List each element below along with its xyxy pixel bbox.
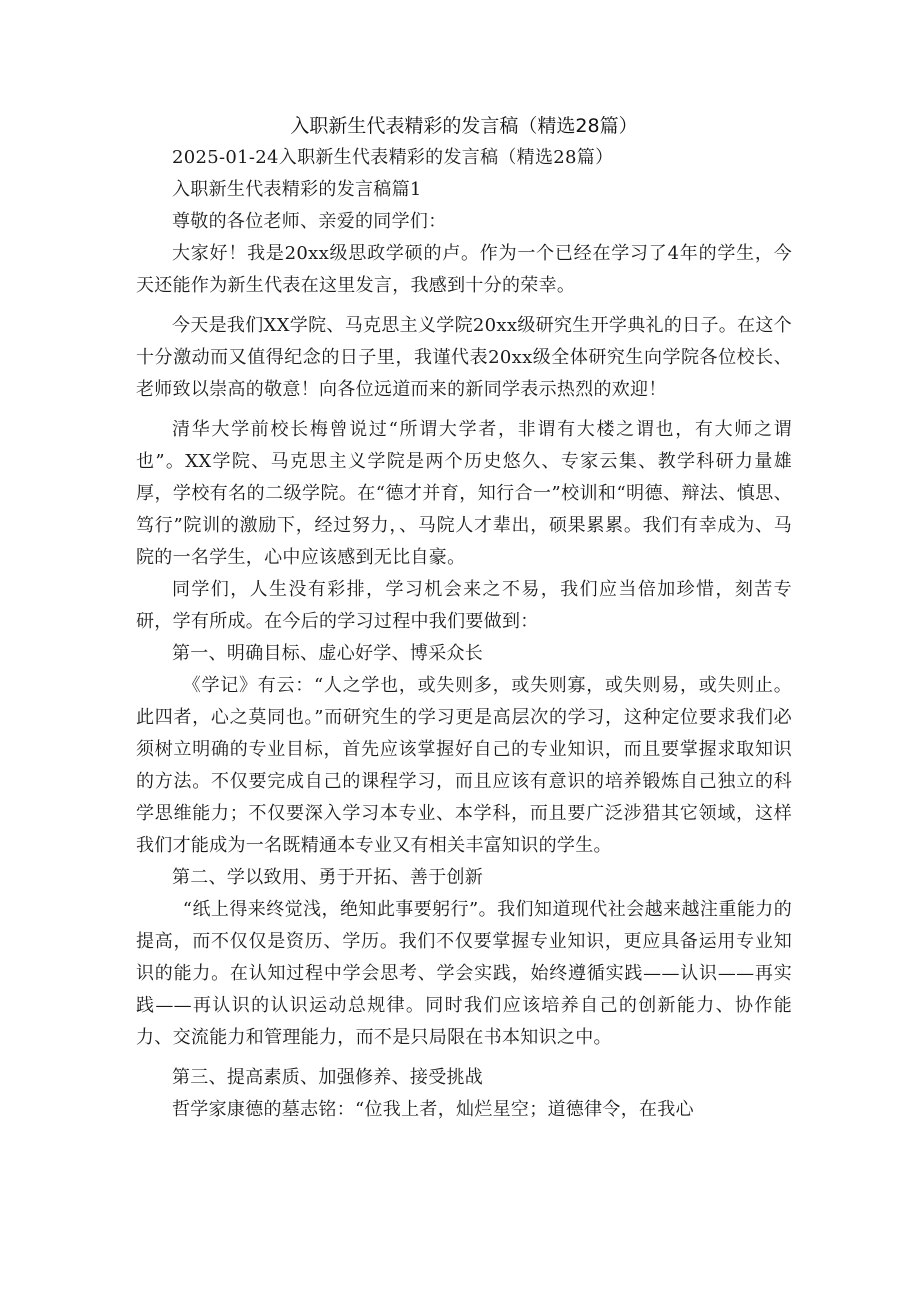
date-line: 2025-01-24入职新生代表精彩的发言稿（精选28篇） (172, 147, 614, 168)
subheading: 第三、提高素质、加强修养、接受挑战 (172, 1067, 484, 1088)
document-body (136, 110, 792, 1126)
paragraph: 同学们，人生没有彩排，学习机会来之不易，我们应当倍加珍惜，刻苦专研，学有所成。在今后的学习过程中我们要做到： (136, 579, 792, 632)
paragraph: 《学记》有云：“人之学也，或失则多，或失则寡，或失则易，或失则止。此四者，心之莫同也。”而研究生的学习更是高层次的学习，这种定位要求我们必须树立明确的专业目标，首先应该掌握好自己的专业知识，而且要掌握求取知识的方法。不仅要完成自己的课程学习，而且应该有意识的培养锻炼自己独立的科学思维能力；不仅要深入学习本专业、本学科，而且要广泛涉猎其它领域，这样我们才能成为一名既精通本专业又有相关丰富知识的学生。 (136, 675, 792, 856)
paragraph: 今天是我们XX学院、马克思主义学院20xx级研究生开学典礼的日子。在这个十分激动而又值得纪念的日子里，我谨代表20xx级全体研究生向学院各位校长、老师致以崇高的敬意！向各位远道而来的新同学表示热烈的欢迎！ (136, 315, 792, 400)
section-title: 入职新生代表精彩的发言稿篇1 (172, 179, 422, 200)
paragraph: “纸上得来终觉浅，绝知此事要躬行”。我们知道现代社会越来越注重能力的提高，而不仅仅是资历、学历。我们不仅要掌握专业知识，更应具备运用专业知识的能力。在认知过程中学会思考、学会实践，始终遵循实践——认识——再实践——再认识的认识运动总规律。同时我们应该培养自己的创新能力、协作能力、交流能力和管理能力，而不是只局限在书本知识之中。 (136, 899, 792, 1048)
paragraph: 哲学家康德的墓志铭：“位我上者，灿烂星空；道德律令，在我心 (172, 1099, 694, 1120)
subheading: 第一、明确目标、虚心好学、博采众长 (172, 643, 484, 664)
paragraph: 清华大学前校长梅曾说过“所谓大学者，非谓有大楼之谓也，有大师之谓也”。XX学院、马克思主义学院是两个历史悠久、专家云集、教学科研力量雄厚，学校有名的二级学院。在“德才并育，知行合一”校训和“明德、辩法、慎思、笃行”院训的激励下，经过努力，、马院人才辈出，硕果累累。我们有幸成为、马院的一名学生，心中应该感到无比自豪。 (136, 419, 792, 568)
paragraph: 大家好！我是20xx级思政学硕的卢。作为一个已经在学习了4年的学生，今天还能作为新生代表在这里发言，我感到十分的荣幸。 (136, 243, 792, 296)
salutation: 尊敬的各位老师、亲爱的同学们： (172, 211, 447, 232)
document-title: 入职新生代表精彩的发言稿（精选28篇） (290, 115, 638, 137)
subheading: 第二、学以致用、勇于开拓、善于创新 (172, 867, 484, 888)
